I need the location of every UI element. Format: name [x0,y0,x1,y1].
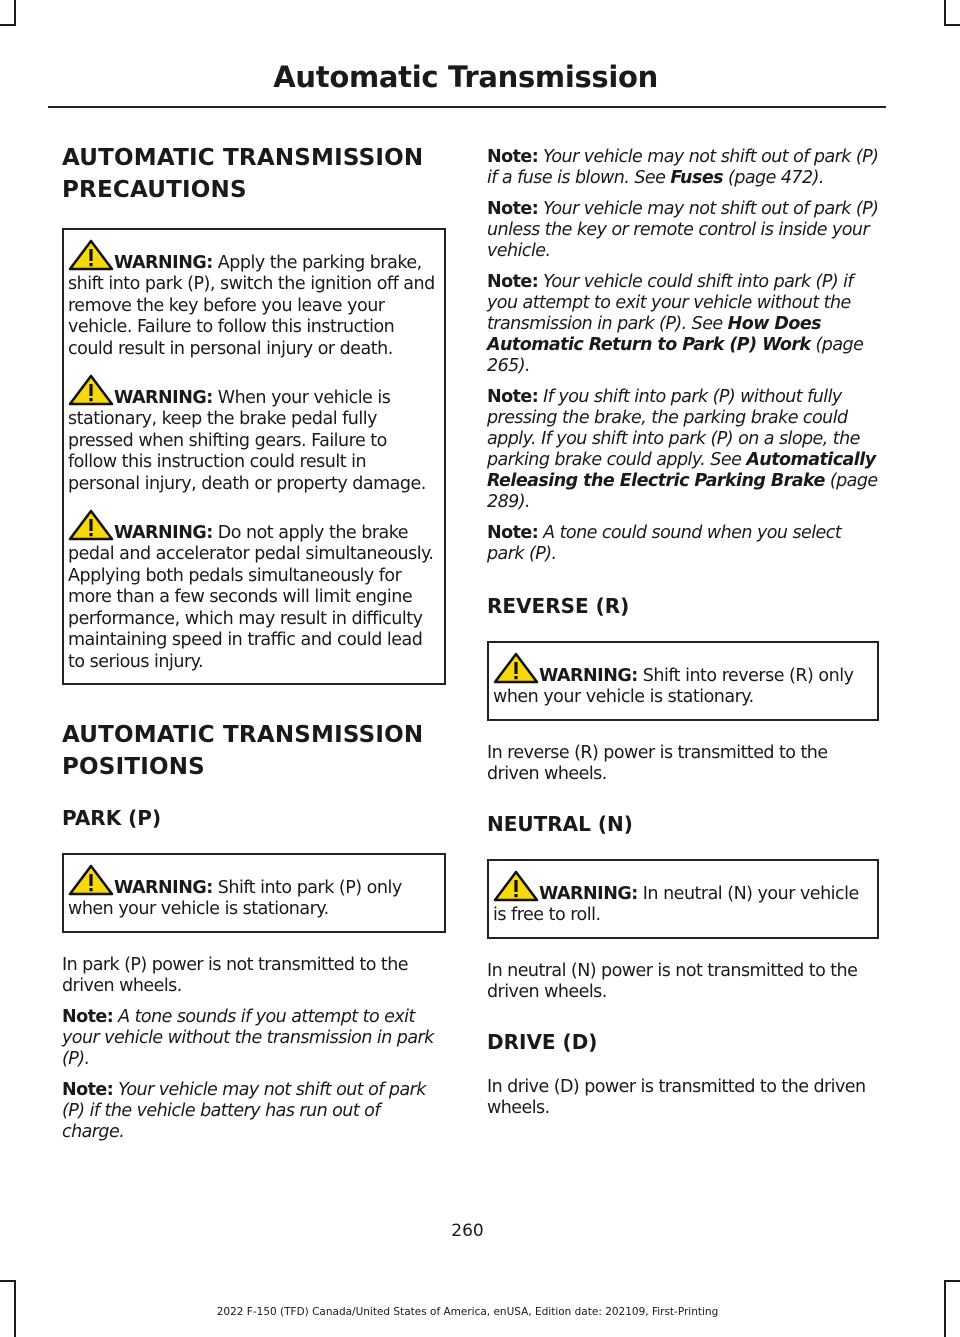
fuses-link[interactable]: Fuses [670,168,724,188]
reverse-warning-box [487,641,879,721]
crop-mark-top-left-h [0,24,16,26]
note-label: Note: [487,147,539,167]
note-key [487,199,879,262]
drive-title: DRIVE (D) [487,1029,598,1054]
neutral-text: In neutral (N) power is not transmitted to the driven wheels. [487,960,858,1002]
note-label: Note: [62,1006,114,1027]
note-label: Note: [487,523,539,543]
warning-triangle-icon [493,652,539,684]
drive-text: In drive (D) power is transmitted to the driven wheels. [487,1076,866,1118]
warning-text: Apply the parking brake, shift into park (P), switch the ignition off and remove the key before you leave your vehicle. Failure to follow this instruction could result in personal injury or death. [68,253,435,359]
note-return-to-park [487,272,879,377]
right-column [487,147,879,1129]
park-note-2 [62,1080,446,1143]
warning-text: Shift into park (P) only when your vehicle is stationary. [68,877,402,920]
title-line: AUTOMATIC TRANSMISSION [62,721,424,748]
warning-triangle-icon [68,374,114,406]
note-text: Your vehicle may not shift out of park (P) if a fuse is blown. See [487,147,879,188]
note-text: If you shift into park (P) without fully pressing the brake, the parking brake could apply. If you shift into park (P) on a slope, the parking brake could apply. See [487,387,860,470]
park-note-1 [62,1007,446,1070]
warning-triangle-icon [68,239,114,271]
park-title: PARK (P) [62,805,162,830]
page-ref: (page 265). [487,335,864,376]
section-title-positions [62,719,446,783]
note-parking-brake [487,387,879,513]
section-title-precautions [62,142,446,206]
warning-text: When your vehicle is stationary, keep the brake pedal fully pressed when shifting gears. Failure to follow this instruction could result in personal injury, death or property damage. [68,388,426,494]
page-ref: (page 472). [723,168,824,188]
title-line: POSITIONS [62,753,205,780]
warning-label: WARNING: [114,523,213,544]
return-to-park-link[interactable]: How Does Automatic Return to Park (P) Work [487,314,822,355]
warning-1 [68,239,436,360]
reverse-title: REVERSE (R) [487,594,630,618]
crop-mark-bottom-left-h [0,1280,16,1282]
warning-label: WARNING: [114,388,213,409]
warning-2 [68,374,436,495]
page-header-title: Automatic Transmission [273,60,658,94]
page-number: 260 [451,1221,484,1241]
note-fuse [487,147,879,189]
title-line: AUTOMATIC TRANSMISSION [62,145,424,171]
neutral-warning-box [487,859,879,939]
reverse-warning [493,652,869,709]
crop-mark-bottom-right-v [944,1280,946,1337]
crop-mark-bottom-right-h [944,1280,960,1282]
header-divider [48,106,886,108]
crop-mark-top-left-v [14,0,16,26]
electric-parking-brake-link[interactable]: Automatically Releasing the Electric Parking Brake [487,450,876,491]
title-line: PRECAUTIONS [62,177,247,203]
warning-label: WARNING: [114,877,213,898]
note-text: A tone sounds if you attempt to exit your vehicle without the transmission in park (P). [62,1006,434,1069]
note-label: Note: [487,272,539,292]
note-label: Note: [62,1079,114,1100]
warning-text: In neutral (N) your vehicle is free to roll. [493,883,859,926]
warning-label: WARNING: [114,253,213,273]
warning-text: Shift into reverse (R) only when your vehicle is stationary. [493,666,854,708]
note-text: Your vehicle could shift into park (P) if you attempt to exit your vehicle without the transmission in park (P). See [487,272,854,334]
note-label: Note: [487,387,539,407]
neutral-warning [493,870,869,927]
left-column [62,142,446,1153]
park-text: In park (P) power is not transmitted to the driven wheels. [62,954,408,996]
note-text: Your vehicle may not shift out of park (P) unless the key or remote control is inside your vehicle. [487,199,879,261]
crop-mark-top-right-h [944,24,960,26]
page-ref: (page 289). [487,471,878,512]
warning-3 [68,509,436,673]
warning-text: Do not apply the brake pedal and accelerator pedal simultaneously. Applying both pedals simultaneously for more than a few seconds will limit engine performance, which may result in difficulty maintaining speed in traffic and could lead to serious injury. [68,523,434,672]
warning-label: WARNING: [539,883,638,904]
park-warning-box [62,853,446,933]
note-text: Your vehicle may not shift out of park (P) if the vehicle battery has run out of charge. [62,1079,426,1142]
page-footer: 2022 F-150 (TFD) Canada/United States of America, enUSA, Edition date: 202109, First-Printing [216,1306,719,1318]
note-tone [487,523,879,565]
warning-triangle-icon [68,864,114,896]
reverse-text: In reverse (R) power is transmitted to the driven wheels. [487,742,828,784]
note-label: Note: [487,199,539,219]
precautions-warning-box [62,228,446,685]
warning-triangle-icon [493,870,539,902]
warning-triangle-icon [68,509,114,541]
warning-label: WARNING: [539,666,638,686]
note-text: A tone could sound when you select park (P). [487,523,842,564]
park-warning [68,864,436,921]
crop-mark-top-right-v [944,0,946,26]
neutral-title: NEUTRAL (N) [487,811,633,836]
